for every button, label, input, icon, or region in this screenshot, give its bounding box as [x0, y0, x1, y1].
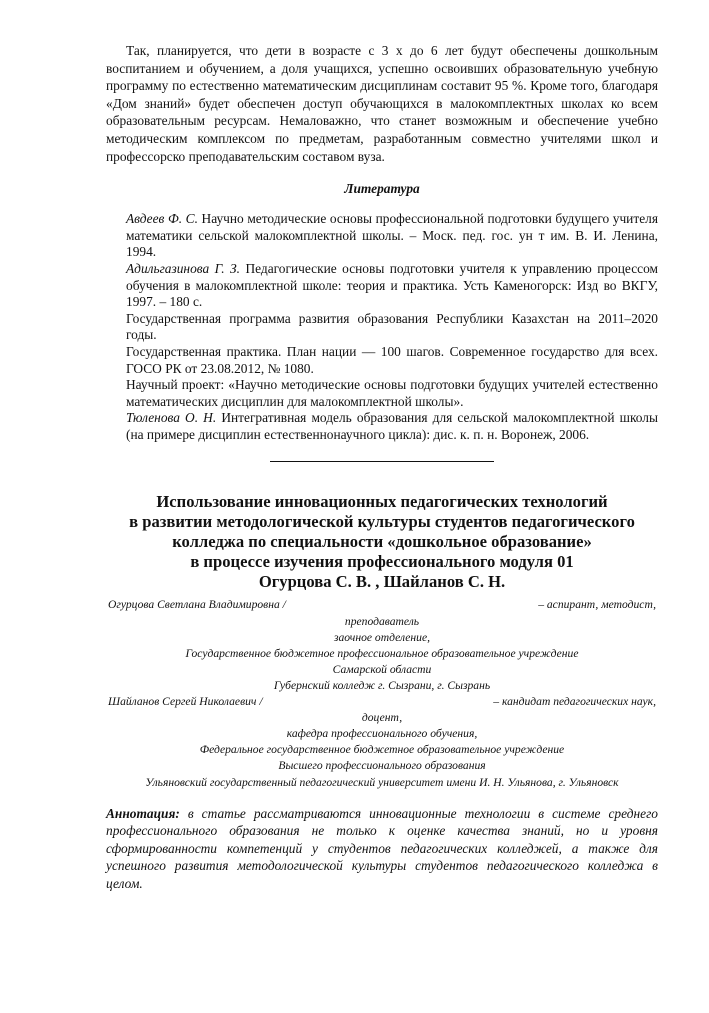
article-title-line: в развитии методологической культуры студентов педагогического	[129, 512, 635, 532]
document-page	[106, 42, 658, 906]
reference-item	[126, 410, 658, 443]
article-title-line: в процессе изучения профессионального модуля 01	[190, 552, 574, 572]
article-title	[102, 492, 662, 592]
annotation-label: Аннотация:	[106, 805, 180, 821]
reference-text: Научный проект: «Научно методические основы подготовки будущих учителей естественно математических дисциплин для малокомплектной школы».	[126, 377, 658, 409]
intro-paragraph: Так, планируется, что дети в возрасте с 3 х до 6 лет будут обеспечены дошкольным воспитанием и обучением, а доля учащихся, успешно освоивших образовательную учебную программу по естественно математическим дисциплинам составит 95 %. Кроме того, благодаря «Дом знаний» будет обеспечен доступ обучающихся в малокомплектных школах ко всем образовательным ресурсам. Немаловажно, что станет возможным и обеспечение учебно методическим комплексом по предметам, разработанным совместно учителями школ и профессорско преподавательским составом вуза.	[106, 43, 658, 164]
affiliation-line: доцент,	[361, 711, 403, 725]
affiliation-line: Государственное бюджетное профессиональное образовательное учреждение	[185, 646, 579, 660]
annotation-paragraph	[106, 805, 658, 893]
affiliation-line: заочное отделение,	[333, 630, 431, 644]
reference-text: Педагогические основы подготовки учителя к управлению процессом обучения в малокомплектной школе: теория и практика. Усть Каменогорск: Изд во ВКГУ, 1997. – 180 с.	[126, 260, 658, 310]
reference-item	[126, 344, 658, 377]
author2-role: – кандидат педагогических наук,	[493, 695, 656, 709]
author1-role: – аспирант, методист,	[538, 598, 656, 612]
reference-author: Адильгазинова Г. З.	[126, 260, 240, 276]
affiliation-line: кафедра профессионального обучения,	[286, 727, 478, 741]
article-title-line: Использование инновационных педагогических технологий	[156, 492, 608, 512]
author1-row	[100, 597, 664, 613]
reference-author: Тюленова О. Н.	[126, 410, 217, 426]
affiliation-line: Высшего профессионального образования	[278, 759, 486, 773]
affiliation-line: преподаватель	[344, 614, 420, 628]
article-authors: Огурцова С. В. , Шайланов С. Н.	[258, 572, 506, 592]
affiliation-line: Губернский колледж г. Сызрани, г. Сызрань	[273, 678, 491, 692]
author1-name: Огурцова Светлана Владимировна /	[108, 598, 286, 612]
reference-item	[126, 377, 658, 410]
references-list	[126, 211, 658, 443]
reference-text: Государственная практика. План нации — 100 шагов. Современное государство для всех. ГОСО РК от 23.08.2012, № 1080.	[126, 343, 658, 376]
affiliation-line: Ульяновский государственный педагогический университет имени И. Н. Ульянова, г. Ульяновск	[145, 775, 619, 789]
author2-row	[100, 694, 664, 710]
annotation-text: в статье рассматриваются инновационные технологии в системе среднего профессионального образования не только к оценке качества знаний, но и уровня сформированности компетенций у студентов педагогических колледжей, а также для успешного развития методологической культуры студентов педагогического колледжа в целом.	[106, 805, 658, 891]
affiliation-line: Самарской области	[332, 662, 432, 676]
section-divider	[270, 461, 494, 462]
reference-item	[126, 211, 658, 261]
author-affiliations	[100, 597, 664, 790]
reference-text: Научно методические основы профессиональной подготовки будущего учителя математики сельской малокомплектной школы. – Моск. пед. гос. ун т им. В. И. Ленина, 1994.	[126, 211, 658, 260]
literature-heading: Литература	[344, 181, 420, 197]
reference-item	[126, 261, 658, 311]
reference-text: Государственная программа развития образования Республики Казахстан на 2011–2020 годы.	[126, 310, 658, 343]
affiliation-line: Федеральное государственное бюджетное образовательное учреждение	[199, 743, 565, 757]
reference-item	[126, 311, 658, 344]
article-title-line: колледжа по специальности «дошкольное образование»	[172, 532, 592, 552]
author2-name: Шайланов Сергей Николаевич /	[108, 695, 263, 709]
reference-text: Интегративная модель образования для сельской малокомплектной школы (на примере дисциплин естественнонаучного цикла): дис. к. п. н. Воронеж, 2006.	[126, 410, 658, 442]
reference-author: Авдеев Ф. С.	[126, 211, 198, 227]
